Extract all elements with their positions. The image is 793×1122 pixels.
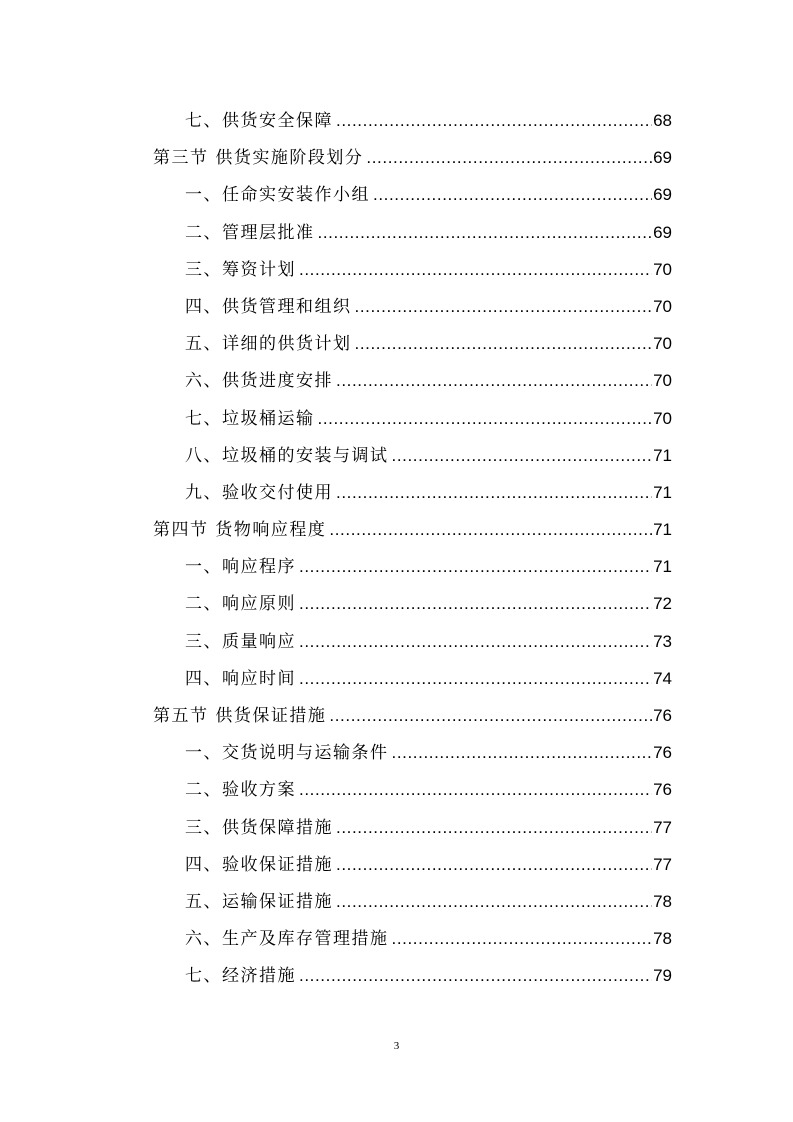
toc-dot-leader xyxy=(299,548,652,585)
toc-entry-page: 76 xyxy=(653,743,672,763)
toc-entry-title: 四、响应时间 xyxy=(185,668,296,689)
toc-entry-title: 三、质量响应 xyxy=(185,631,296,652)
toc-entry-page: 70 xyxy=(653,371,672,391)
toc-entry[interactable] xyxy=(0,920,793,957)
toc-entry[interactable] xyxy=(0,585,793,622)
toc-entry[interactable] xyxy=(0,734,793,771)
toc-entry-page: 78 xyxy=(653,929,672,949)
toc-section-entry[interactable] xyxy=(0,511,793,548)
toc-dot-leader xyxy=(299,660,652,697)
toc-entry-title: 第四节 货物响应程度 xyxy=(153,520,327,541)
toc-entry[interactable] xyxy=(0,957,793,994)
toc-entry-page: 71 xyxy=(653,557,672,577)
toc-entry[interactable] xyxy=(0,846,793,883)
toc-dot-leader xyxy=(336,846,652,883)
toc-entry[interactable] xyxy=(0,362,793,399)
toc-entry-title: 二、验收方案 xyxy=(185,780,296,801)
toc-entry-page: 73 xyxy=(653,631,672,651)
toc-dot-leader xyxy=(329,697,652,734)
toc-entry-title: 一、响应程序 xyxy=(185,557,296,578)
toc-dot-leader xyxy=(366,139,652,176)
toc-dot-leader xyxy=(299,957,652,994)
toc-entry[interactable] xyxy=(0,548,793,585)
toc-dot-leader xyxy=(336,809,652,846)
toc-dot-leader xyxy=(336,474,652,511)
toc-entry-page: 69 xyxy=(653,185,672,205)
toc-entry[interactable] xyxy=(0,771,793,808)
toc-entry-page: 70 xyxy=(653,334,672,354)
toc-entry-title: 八、垃圾桶的安装与调试 xyxy=(185,445,389,466)
toc-entry-page: 74 xyxy=(653,668,672,688)
toc-entry-page: 69 xyxy=(653,148,672,168)
toc-section-entry[interactable] xyxy=(0,697,793,734)
toc-entry-title: 七、供货安全保障 xyxy=(185,111,333,131)
toc-entry[interactable] xyxy=(0,214,793,251)
toc-entry[interactable] xyxy=(0,288,793,325)
toc-entry-page: 71 xyxy=(653,482,672,502)
toc-entry-page: 71 xyxy=(653,445,672,465)
toc-entry[interactable] xyxy=(0,437,793,474)
toc-entry[interactable] xyxy=(0,623,793,660)
toc-entry[interactable] xyxy=(0,474,793,511)
toc-dot-leader xyxy=(318,400,653,437)
toc-entry-page: 79 xyxy=(653,966,672,986)
toc-entry-title: 二、管理层批准 xyxy=(185,222,315,243)
toc-entry-page: 77 xyxy=(653,854,672,874)
toc-entry-page: 70 xyxy=(653,296,672,316)
toc-entry-title: 第五节 供货保证措施 xyxy=(153,706,327,726)
toc-entry[interactable] xyxy=(0,176,793,213)
toc-dot-leader xyxy=(392,920,653,957)
toc-dot-leader xyxy=(392,734,653,771)
toc-dot-leader xyxy=(355,325,653,362)
toc-entry-title: 一、任命实安装作小组 xyxy=(185,185,370,206)
toc-dot-leader xyxy=(299,585,652,622)
toc-entry-page: 77 xyxy=(653,817,672,837)
toc-dot-leader xyxy=(373,176,652,213)
toc-entry[interactable] xyxy=(0,325,793,362)
toc-entry-page: 76 xyxy=(653,780,672,800)
toc-entry-title: 五、详细的供货计划 xyxy=(185,334,352,355)
toc-entry-title: 三、供货保障措施 xyxy=(185,817,333,838)
toc-entry[interactable] xyxy=(0,883,793,920)
toc-dot-leader xyxy=(329,511,652,548)
toc-entry[interactable] xyxy=(0,660,793,697)
toc-dot-leader xyxy=(299,623,652,660)
toc-section-entry[interactable] xyxy=(0,139,793,176)
toc-dot-leader xyxy=(318,214,653,251)
toc-dot-leader xyxy=(336,883,652,920)
toc-entry-title: 四、验收保证措施 xyxy=(185,854,333,875)
toc-entry-title: 二、响应原则 xyxy=(185,594,296,615)
toc-entry-page: 78 xyxy=(653,891,672,911)
toc-entry-page: 70 xyxy=(653,408,672,428)
toc-entry-title: 一、交货说明与运输条件 xyxy=(185,743,389,764)
toc-entry-title: 三、筹资计划 xyxy=(185,259,296,280)
toc-entry[interactable] xyxy=(0,102,793,139)
toc-entry-title: 五、运输保证措施 xyxy=(185,891,333,912)
toc-entry-title: 九、验收交付使用 xyxy=(185,482,333,503)
toc-dot-leader xyxy=(336,362,652,399)
toc-entry[interactable] xyxy=(0,251,793,288)
toc-entry-title: 第三节 供货实施阶段划分 xyxy=(153,148,364,169)
toc-entry[interactable] xyxy=(0,400,793,437)
toc-entry-page: 68 xyxy=(653,111,672,130)
toc-entry-title: 六、生产及库存管理措施 xyxy=(185,929,389,950)
toc-dot-leader xyxy=(299,251,652,288)
toc-dot-leader xyxy=(392,437,653,474)
toc-entry-page: 76 xyxy=(653,706,672,725)
toc-entry-title: 七、经济措施 xyxy=(185,966,296,987)
toc-entry-title: 四、供货管理和组织 xyxy=(185,296,352,317)
toc-entry-title: 六、供货进度安排 xyxy=(185,371,333,392)
toc-entry-page: 72 xyxy=(653,594,672,614)
toc-entry-page: 69 xyxy=(653,222,672,242)
table-of-contents xyxy=(0,102,793,995)
toc-dot-leader xyxy=(299,771,652,808)
toc-dot-leader xyxy=(355,288,653,325)
toc-entry[interactable] xyxy=(0,809,793,846)
toc-entry-page: 70 xyxy=(653,259,672,279)
toc-entry-page: 71 xyxy=(653,520,672,540)
toc-entry-title: 七、垃圾桶运输 xyxy=(185,408,315,429)
toc-dot-leader xyxy=(336,102,652,139)
page-number: 3 xyxy=(393,1040,400,1052)
